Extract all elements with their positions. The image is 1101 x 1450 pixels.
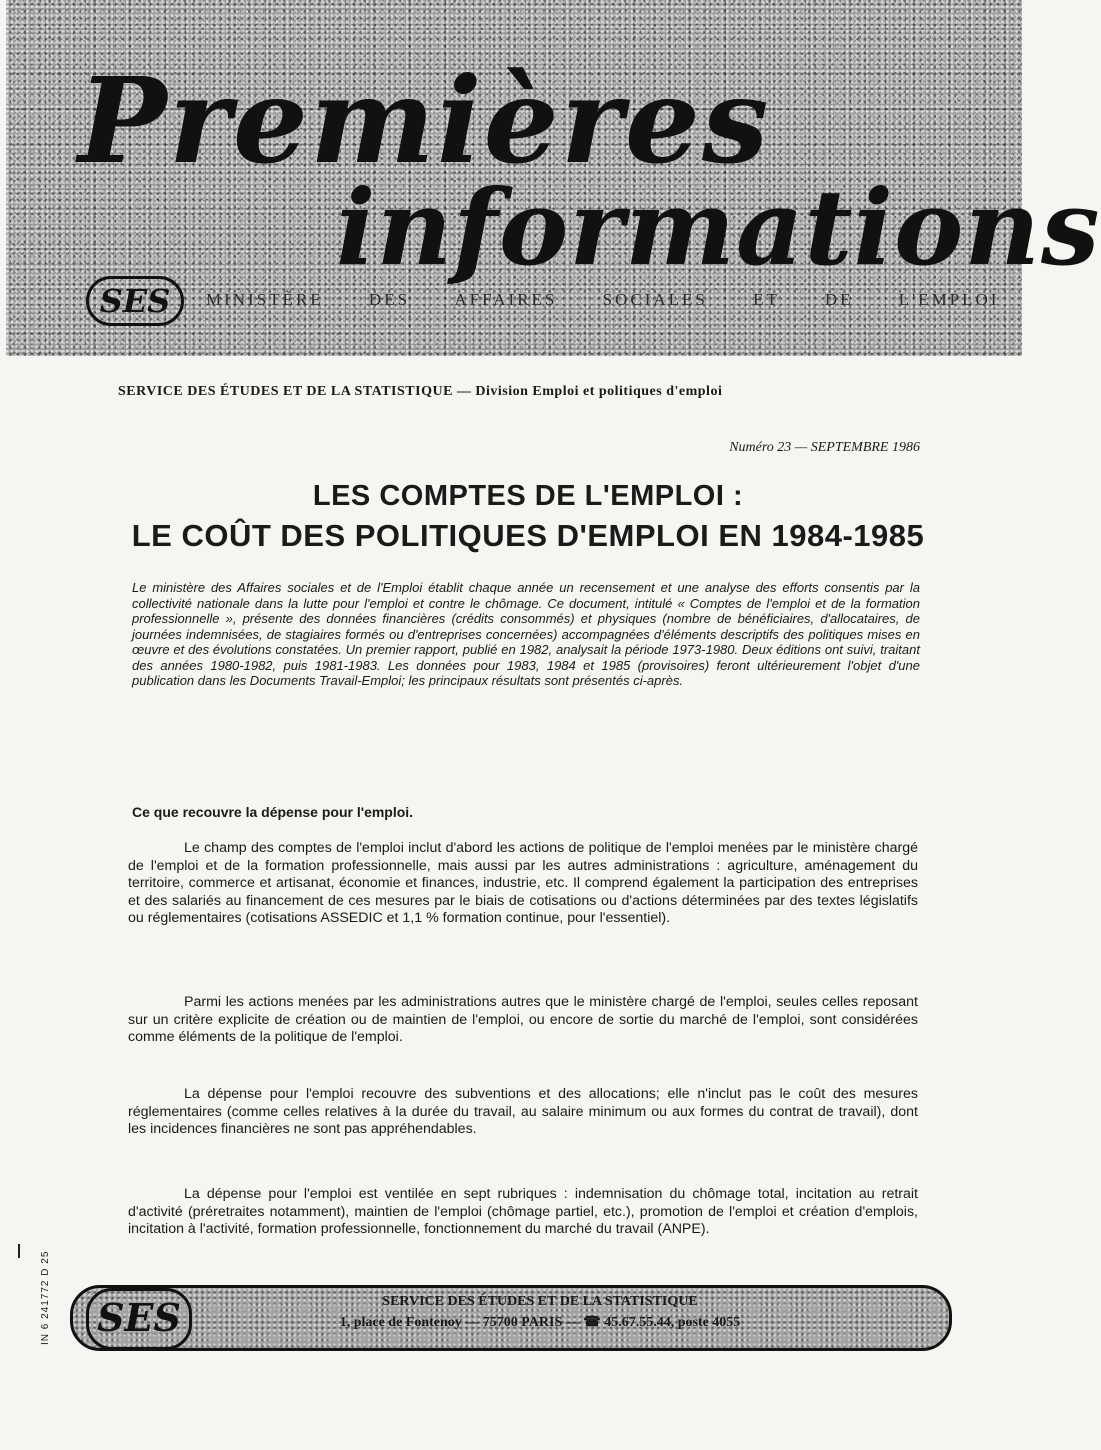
issue-number: Numéro 23 — SEPTEMBRE 1986 [729, 440, 920, 455]
section-heading: Ce que recouvre la dépense pour l'emploi. [132, 804, 414, 820]
ses-logo: SES [86, 276, 184, 326]
body-paragraph-2: Parmi les actions menées par les administrations autres que le ministère chargé de l'emploi, seules celles reposant sur un critère explicite de création ou de maintien de l'emploi, ou encore de sortie du marché de l'emploi, sont considérées comme éléments de la politique de l'emploi. [128, 994, 918, 1045]
margin-mark [18, 1244, 20, 1258]
body-paragraph-1: Le champ des comptes de l'emploi inclut d'abord les actions de politique de l'emploi menées par le ministère chargé de l'emploi et de la formation professionnelle, mais aussi par les autres administrations : agriculture, aménagement du territoire, commerce et artisanat, économie et finances, industrie, etc. Il comprend également la participation des entreprises et des salariés au financement de ces mesures par le biais de cotisations ou d'actions déterminées par des textes législatifs ou réglementaires (cotisations ASSEDIC et 1,1 % formation continue, pour l'essentiel). [128, 840, 918, 926]
footer-ses-logo: SES [86, 1288, 192, 1350]
document-title-line1: LES COMPTES DE L'EMPLOI : [312, 480, 744, 512]
catalog-code: IN 6 241772 D 25 [40, 1250, 51, 1345]
body-paragraph-4: La dépense pour l'emploi est ventilée en sept rubriques : indemnisation du chômage total, incitation au retrait d'activité (préretraites notamment), maintien de l'emploi (chômage partiel, etc.), promotion de l'emploi et création d'emplois, incitation à l'activité, formation professionnelle, fonctionnement du marché du travail (ANPE). [128, 1186, 918, 1237]
footer-address: 1, place de Fontenoy — 75700 PARIS — ☎ 45.67.55.44, poste 4055 [339, 1315, 741, 1330]
intro-paragraph: Le ministère des Affaires sociales et de l'Emploi établit chaque année un recensement et une analyse des efforts consentis par la collectivité nationale dans la lutte pour l'emploi et contre le chômage. Ce document, intitulé « Comptes de l'emploi et de la formation professionnelle », présente des données financières (crédits consommés) et physiques (nombre de bénéficiaires, d'allocataires, de journées indemnisées, de stagiaires formés ou d'entreprises concernées) accompagnées d'éléments descriptifs des politiques mises en œuvre et des évolutions constatées. Un premier rapport, publié en 1982, analysait la période 1973-1980. Deux éditions ont suivi, traitant des années 1980-1982, puis 1981-1983. Les données pour 1983, 1984 et 1985 (provisoires) feront ultérieurement l'objet d'une publication dans les Documents Travail-Emploi; les principaux résultats sont présentés ci-après. [132, 580, 920, 688]
masthead-title-line2: informations [336, 166, 1101, 289]
footer-service-name: SERVICE DES ÉTUDES ET DE LA STATISTIQUE [382, 1294, 698, 1309]
service-line: SERVICE DES ÉTUDES ET DE LA STATISTIQUE — Division Emploi et politiques d'emploi [118, 384, 723, 399]
body-paragraph-3: La dépense pour l'emploi recouvre des subventions et des allocations; elle n'inclut pas le coût des mesures réglementaires (comme celles relatives à la durée du travail, au salaire minimum ou aux formes du contrat de travail), dont les incidences financières ne sont pas appréhendables. [128, 1086, 918, 1137]
masthead-title-line1: Premières [78, 51, 771, 190]
ministry-name: MINISTÈRE DES AFFAIRES SOCIALES ET DE L'EMPLOI [206, 290, 1000, 309]
document-title-line2: LE COÛT DES POLITIQUES D'EMPLOI EN 1984-1985 [131, 518, 925, 553]
